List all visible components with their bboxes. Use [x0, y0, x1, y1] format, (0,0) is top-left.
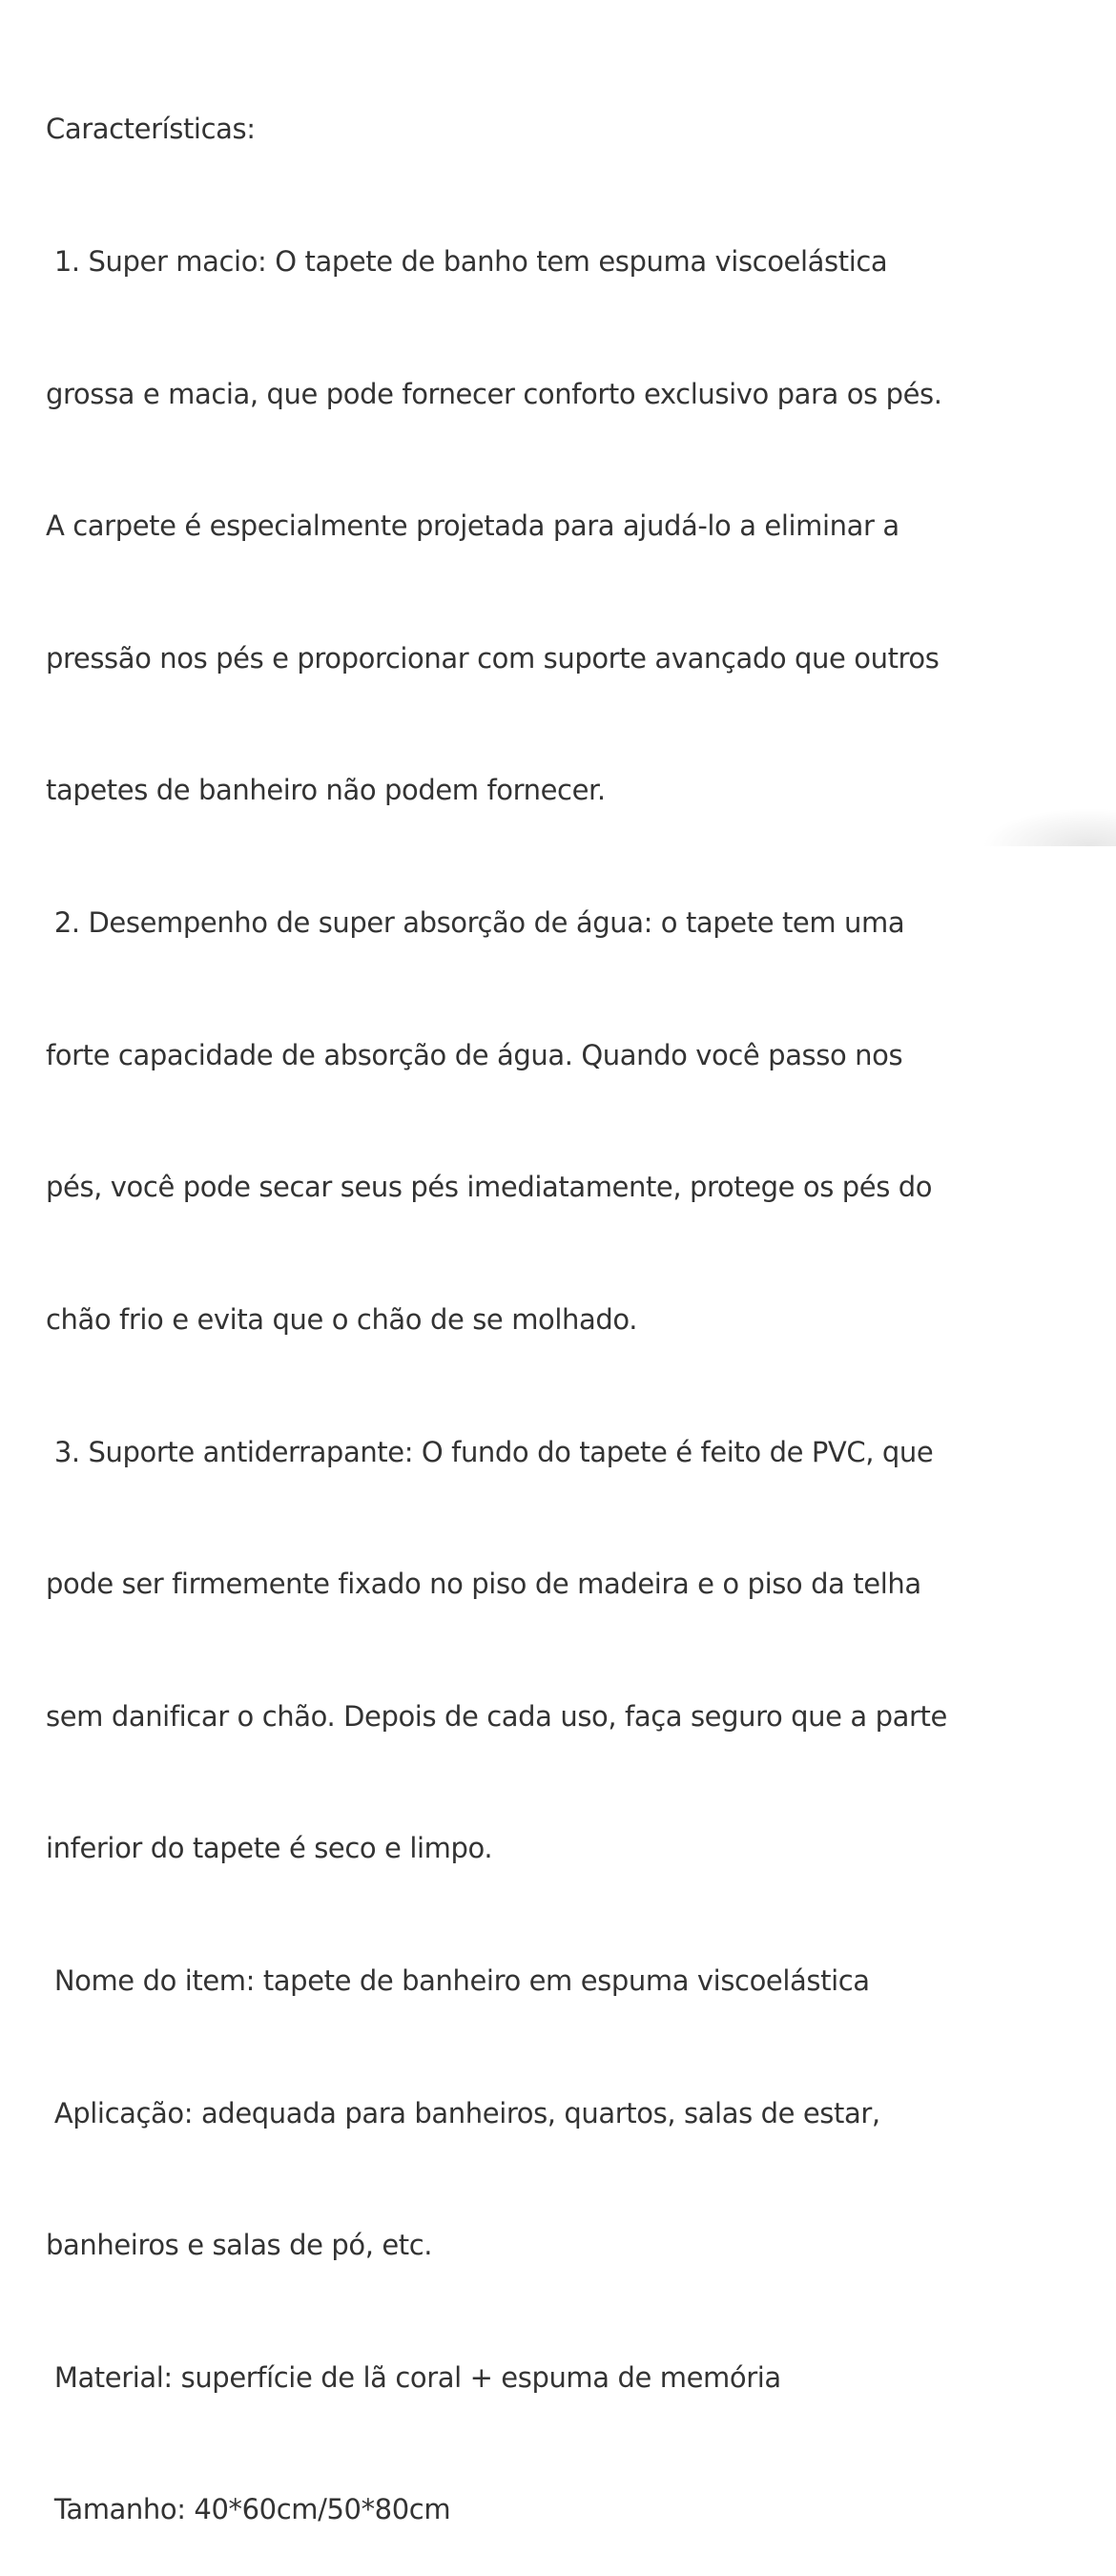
text-line: banheiros e salas de pó, etc. [46, 2229, 433, 2262]
text-line: grossa e macia, que pode fornecer conforto exclusivo para os pés. [46, 377, 942, 410]
text-line: Aplicação: adequada para banheiros, quartos, salas de estar, [46, 2096, 880, 2129]
text-line: chão frio e evita que o chão de se molhado. [46, 1302, 638, 1336]
text-line: 3. Suporte antiderrapante: O fundo do tapete é feito de PVC, que [46, 1435, 934, 1468]
text-line: sem danificar o chão. Depois de cada uso, faça seguro que a parte [46, 1699, 947, 1733]
section-heading: Características: [46, 113, 256, 146]
text-line: pés, você pode secar seus pés imediatamente, protege os pés do [46, 1171, 933, 1204]
text-line: Tamanho: 40*60cm/50*80cm [46, 2493, 451, 2526]
text-line: tapetes de banheiro não podem fornecer. [46, 774, 606, 807]
text-line: A carpete é especialmente projetada para ajudá-lo a eliminar a [46, 509, 899, 543]
text-line: 1. Super macio: O tapete de banho tem espuma viscoelástica [46, 245, 888, 279]
text-line: inferior do tapete é seco e limpo. [46, 1832, 493, 1865]
text-line: 2. Desempenho de super absorção de água: o tapete tem uma [46, 906, 905, 940]
text-line: pode ser firmemente fixado no piso de madeira e o piso da telha [46, 1568, 921, 1601]
product-description [46, 19, 1105, 2576]
text-line: forte capacidade de absorção de água. Quando você passo nos [46, 1038, 903, 1071]
text-line: Nome do item: tapete de banheiro em espuma viscoelástica [46, 1963, 870, 1997]
text-line: Material: superfície de lã coral + espuma de memória [46, 2360, 781, 2394]
text-line: pressão nos pés e proporcionar com suporte avançado que outros [46, 641, 940, 675]
